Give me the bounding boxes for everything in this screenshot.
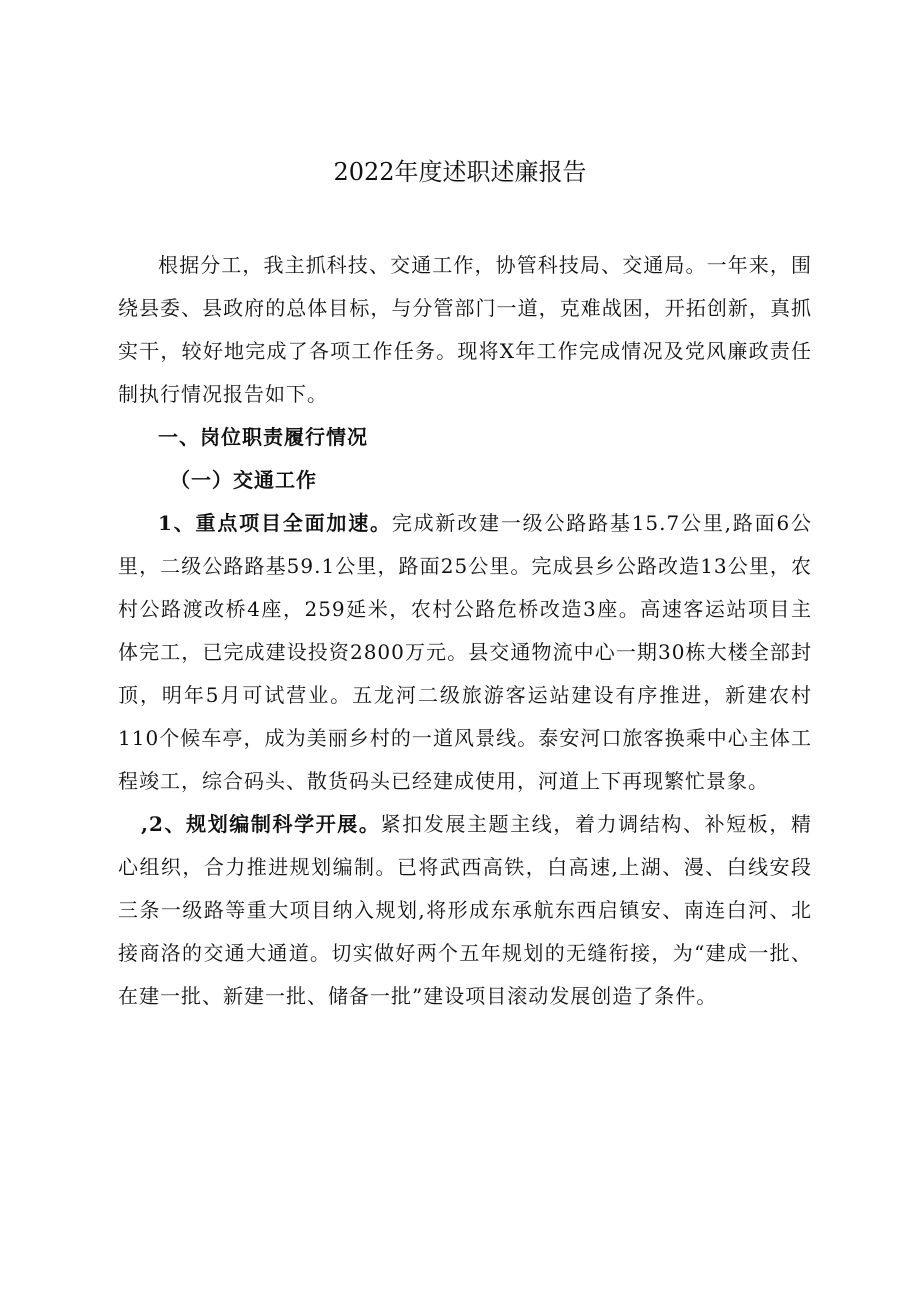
item-text-planning: 紧扣发展主题主线，着力调结构、补短板，精心组织，合力推进规划编制。已将武西高铁，白高速,上湖、漫、白线安段三条一级路等重大项目纳入规划,将形成东承航东西启镇安、南连白河、北接商洛的交通大通道。切实做好两个五年规划的无缝衔接，为“建成一批、在建一批、新建一批、储备一批”建设项目滚动发展创造了条件。 — [118, 812, 813, 1008]
item-text-key-projects: 完成新改建一级公路路基15.7公里,路面6公里，二级公路路基59.1公里，路面25公里。完成县乡公路改造13公里，农村公路渡改桥4座，259延米，农村公路危桥改造3座。高速客运站项目主体完工，已完成建设投资2800万元。县交通物流中心一期30栋大楼全部封顶，明年5月可试营业。五龙河二级旅游客运站建设有序推进，新建农村110个候车亭，成为美丽乡村的一道风景线。泰安河口旅客换乘中心主体工程竣工，综合码头、散货码头已经建成使用，河道上下再现繁忙景象。 — [118, 511, 812, 793]
item-paragraph-key-projects — [118, 502, 812, 803]
item-paragraph-planning — [118, 803, 812, 1018]
document-title: 2022年度述职述廉报告 — [333, 158, 587, 186]
intro-paragraph: 根据分工，我主抓科技、交通工作，协管科技局、交通局。一年来，围绕县委、县政府的总体目标，与分管部门一道，克难战困，开拓创新，真抓实干，较好地完成了各项工作任务。现将X年工作完成情况及党风廉政责任制执行情况报告如下。 — [118, 253, 812, 406]
document-body — [118, 244, 812, 1018]
section-heading-duties: 一、岗位职责履行情况 — [158, 425, 368, 449]
item-lead-key-projects: 1、重点项目全面加速。 — [158, 511, 392, 535]
item-lead-planning: ,2、规划编制科学开展。 — [141, 812, 381, 836]
subsection-heading-transport: （一）交通工作 — [170, 468, 317, 492]
